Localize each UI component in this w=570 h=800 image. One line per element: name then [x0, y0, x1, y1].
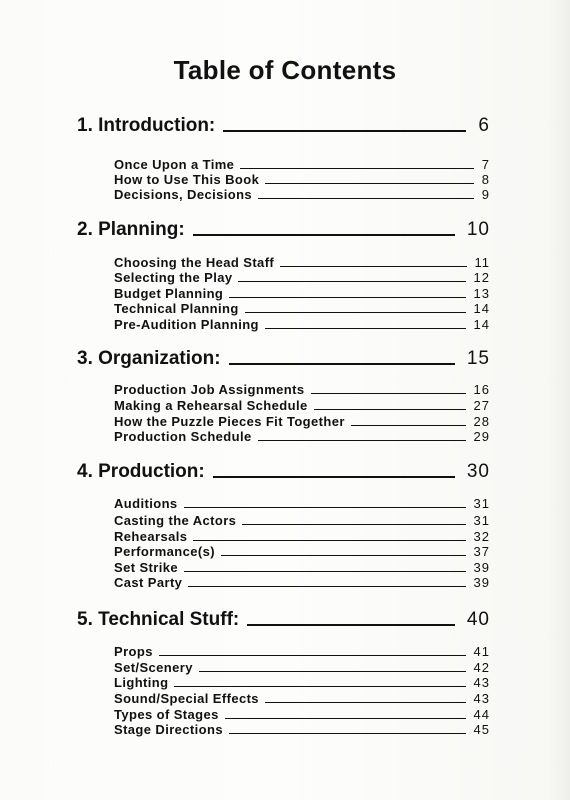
section-heading	[77, 459, 490, 483]
page-number: 14	[473, 317, 490, 332]
leader-line	[193, 233, 455, 236]
leader-line	[265, 327, 466, 329]
page-number: 39	[473, 560, 490, 575]
toc-entry	[114, 721, 490, 737]
leader-line	[240, 167, 473, 169]
toc-entry	[114, 413, 490, 429]
section-heading	[77, 113, 490, 137]
leader-line	[225, 717, 466, 719]
toc-entry-label: Props	[114, 644, 153, 659]
page-number: 27	[473, 398, 490, 413]
toc-entry	[114, 428, 490, 444]
toc-entry-label: Rehearsals	[114, 529, 188, 544]
toc-entry	[114, 559, 490, 575]
page-number: 43	[473, 691, 490, 706]
section-heading-label: 1. Introduction:	[77, 115, 216, 136]
page-number: 13	[473, 286, 490, 301]
page-number: 39	[473, 575, 490, 590]
toc-entry	[114, 543, 490, 559]
leader-line	[223, 129, 466, 132]
page-number: 40	[466, 609, 490, 630]
leader-line	[213, 475, 455, 478]
leader-line	[242, 523, 465, 525]
toc-entry	[114, 269, 490, 285]
leader-line	[245, 311, 466, 313]
toc-entry	[114, 690, 490, 706]
toc-entry-label: Technical Planning	[114, 301, 239, 316]
toc-entry	[114, 186, 490, 202]
leader-line	[238, 280, 465, 282]
toc-entry	[114, 300, 490, 316]
toc-entry	[114, 495, 490, 511]
toc-entry	[114, 381, 490, 397]
page-number: 31	[473, 496, 490, 511]
page-number: 31	[473, 513, 490, 528]
toc-entry-label: Auditions	[114, 496, 178, 511]
page-number: 11	[474, 255, 490, 270]
toc-entry-label: Making a Rehearsal Schedule	[114, 398, 308, 413]
toc-entry-label: Pre-Audition Planning	[114, 317, 259, 332]
leader-line	[199, 670, 466, 672]
toc-entry	[114, 574, 490, 590]
section-heading	[77, 346, 490, 370]
toc-entry	[114, 254, 490, 270]
toc-entry-label: Production Schedule	[114, 429, 252, 444]
section-heading-label: 4. Production:	[77, 461, 205, 482]
toc-entry-label: Casting the Actors	[114, 513, 237, 528]
toc-entry-label: How the Puzzle Pieces Fit Together	[114, 414, 345, 429]
leader-line	[311, 392, 466, 394]
page-number: 43	[473, 675, 490, 690]
page-number: 41	[473, 644, 490, 659]
toc-entry	[114, 316, 490, 332]
toc-entry-label: Sound/Special Effects	[114, 691, 259, 706]
page-title: Table of Contents	[173, 55, 397, 85]
leader-line	[221, 554, 466, 556]
toc-entry-label: Budget Planning	[114, 286, 224, 301]
section-heading-label: 3. Organization:	[77, 348, 221, 369]
page-number: 9	[481, 187, 490, 202]
leader-line	[229, 296, 465, 298]
toc-entry-label: Cast Party	[114, 575, 183, 590]
page-number: 45	[473, 722, 490, 737]
toc-entry-label: Selecting the Play	[114, 270, 233, 285]
leader-line	[265, 701, 466, 703]
toc-entry-label: Types of Stages	[114, 707, 219, 722]
page-number: 12	[473, 270, 490, 285]
section-heading-label: 2. Planning:	[77, 219, 185, 240]
toc-entry	[114, 659, 490, 675]
page-number: 37	[473, 544, 490, 559]
page-number: 8	[481, 172, 490, 187]
leader-line	[314, 408, 466, 410]
leader-line	[229, 732, 466, 734]
section-heading	[77, 217, 490, 241]
toc-entry	[114, 674, 490, 690]
toc-entry-label: Once Upon a Time	[114, 157, 235, 172]
toc-entry	[114, 528, 490, 544]
leader-line	[351, 424, 466, 426]
page-number: 42	[473, 660, 490, 675]
page-number: 29	[473, 429, 490, 444]
leader-line	[159, 654, 466, 656]
toc-entry	[114, 156, 490, 172]
page-number: 28	[473, 414, 490, 429]
leader-line	[265, 182, 474, 184]
section-heading-label: 5. Technical Stuff:	[77, 609, 240, 630]
page-number: 14	[473, 301, 490, 316]
page-number: 16	[473, 382, 490, 397]
leader-line	[188, 585, 465, 587]
leader-line	[258, 439, 466, 441]
toc-entry-label: Performance(s)	[114, 544, 215, 559]
toc-entry-label: Lighting	[114, 675, 169, 690]
toc-entry	[114, 397, 490, 413]
toc-entry-label: Set Strike	[114, 560, 178, 575]
page-number: 32	[473, 529, 490, 544]
toc-entry-label: Production Job Assignments	[114, 382, 305, 397]
page-number: 30	[466, 461, 490, 482]
leader-line	[184, 506, 466, 508]
leader-line	[247, 623, 455, 626]
page-number: 15	[466, 348, 490, 369]
leader-line	[229, 362, 455, 365]
page-number: 10	[466, 219, 490, 240]
toc-entry-label: Decisions, Decisions	[114, 187, 253, 202]
page-number: 6	[478, 115, 490, 136]
section-heading	[77, 607, 490, 631]
leader-line	[184, 570, 466, 572]
toc-entry	[114, 706, 490, 722]
toc-entry-label: Stage Directions	[114, 722, 223, 737]
toc-entry	[114, 512, 490, 528]
toc-entry	[114, 285, 490, 301]
page-number: 7	[481, 157, 490, 172]
toc-entry	[114, 643, 490, 659]
toc-entry-label: Choosing the Head Staff	[114, 255, 275, 270]
leader-line	[174, 685, 465, 687]
toc-entry	[114, 171, 490, 187]
toc-entry-label: How to Use This Book	[114, 172, 260, 187]
leader-line	[280, 265, 466, 267]
leader-line	[258, 197, 474, 199]
page-number: 44	[473, 707, 490, 722]
toc-entry-label: Set/Scenery	[114, 660, 193, 675]
leader-line	[193, 539, 465, 541]
